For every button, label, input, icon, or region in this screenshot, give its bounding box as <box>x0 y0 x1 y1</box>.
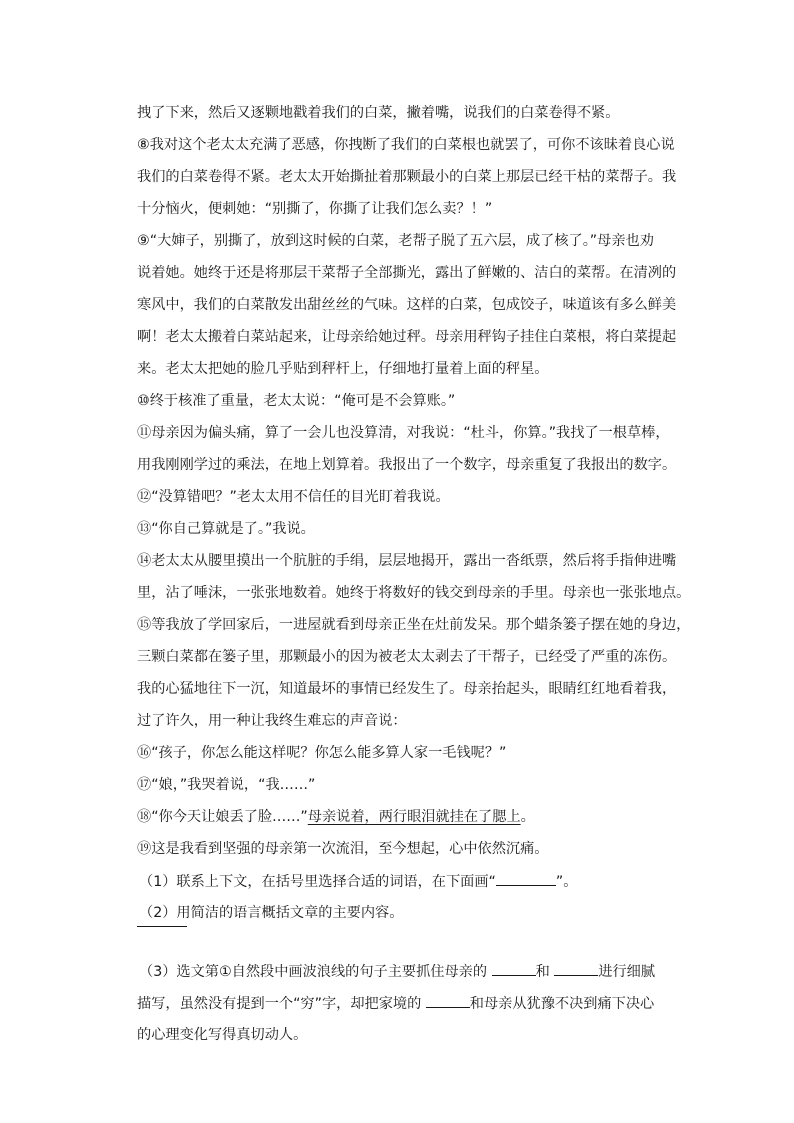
paragraph-18-end: 。 <box>520 809 535 825</box>
paragraph-14-line-1: ⑭老太太从腰里摸出一个肮脏的手绢，层层地揭开，露出一沓纸票，然后将手指伸进嘴 <box>137 553 677 569</box>
paragraph-15-line-4: 过了许久，用一种让我终生难忘的声音说： <box>137 713 407 729</box>
paragraph-16: ⑯“孩子，你怎么能这样呢？你怎么能多算人家一毛钱呢？” <box>137 745 507 761</box>
paragraph-11-line-1: ⑪母亲因为偏头痛，算了一会儿也没算清，对我说：“杜斗，你算。”我找了一根草棒， <box>137 425 670 441</box>
question-2: （2）用简洁的语言概括文章的主要内容。 <box>139 905 404 921</box>
question-3-line-1 <box>139 961 655 982</box>
paragraph-12: ⑫“没算错吧？”老太太用不信任的目光盯着我说。 <box>137 489 450 505</box>
question-3-text-e: 和母亲从犹豫不决到痛下决心 <box>469 996 655 1012</box>
question-3-text-a: （3）选文第①自然段中画波浪线的句子主要抓住母亲的 <box>139 964 492 980</box>
paragraph-18-quote: ⑱“你今天让娘丢了脸……” <box>137 809 308 825</box>
paragraph-8-line-2: 我们的白菜卷得不紧。老太太开始撕扯着那颗最小的白菜上那层已经干枯的菜帮子。我 <box>137 169 677 185</box>
question-2-answer-blank[interactable] <box>137 926 187 927</box>
question-1-text: （1）联系上下文，在括号里选择合适的词语，在下面画“ <box>139 874 496 890</box>
answer-blank[interactable] <box>496 871 556 886</box>
paragraph-8-line-3: 十分恼火，便刺她：“别撕了，你撕了让我们怎么卖？！” <box>137 201 493 217</box>
paragraph-18 <box>137 807 535 827</box>
paragraph-9-line-3: 寒风中，我们的白菜散发出甜丝丝的气味。这样的白菜，包成饺子，味道该有多么鲜美 <box>137 297 677 313</box>
paragraph-9-line-1: ⑨“大婶子，别撕了，放到这时候的白菜，老帮子脱了五六层，成了核了。”母亲也劝 <box>137 233 654 249</box>
paragraph-7-tail: 拽了下来，然后又逐颗地戳着我们的白菜，撇着嘴，说我们的白菜卷得不紧。 <box>137 105 620 121</box>
paragraph-15-line-1: ⑮等我放了学回家后，一进屋就看到母亲正坐在灶前发呆。那个蜡条篓子摆在她的身边， <box>137 617 691 633</box>
question-3-text-b: 和 <box>535 964 555 980</box>
answer-blank[interactable] <box>426 993 470 1008</box>
paragraph-19: ⑲这是我看到坚强的母亲第一次流泪，至今想起，心中依然沉痛。 <box>137 841 549 857</box>
question-3-line-3: 的心理变化写得真切动人。 <box>137 1027 308 1043</box>
paragraph-10: ⑩终于核准了重量，老太太说：“俺可是不会算账。” <box>137 393 456 409</box>
paragraph-9-line-2: 说着她。她终于还是将那层干菜帮子全部撕光，露出了鲜嫩的、洁白的菜帮。在清冽的 <box>137 265 677 281</box>
paragraph-17: ⑰“娘，”我哭着说，“我……” <box>137 777 316 793</box>
answer-blank[interactable] <box>554 961 598 976</box>
paragraph-9-line-4: 啊！老太太搬着白菜站起来，让母亲给她过秤。母亲用秤钩子挂住白菜根，将白菜提起 <box>137 329 677 345</box>
paragraph-15-line-2: 三颗白菜都在篓子里，那颗最小的因为被老太太剥去了干帮子，已经受了严重的冻伤。 <box>137 649 677 665</box>
paragraph-13: ⑬“你自己算就是了。”我说。 <box>137 521 315 537</box>
paragraph-14-line-2: 里，沾了唾沫，一张张地数着。她终于将数好的钱交到母亲的手里。母亲也一张张地点。 <box>137 585 691 601</box>
answer-blank[interactable] <box>492 961 536 976</box>
paragraph-15-line-3: 我的心猛地往下一沉，知道最坏的事情已经发生了。母亲抬起头，眼睛红红地看着我， <box>137 681 677 697</box>
question-1-end: ”。 <box>555 874 578 890</box>
paragraph-9-line-5: 来。老太太把她的脸几乎贴到秤杆上，仔细地打量着上面的秤星。 <box>137 361 549 377</box>
underlined-sentence: 母亲说着，两行眼泪就挂在了腮上 <box>307 809 521 825</box>
paragraph-11-line-2: 用我刚刚学过的乘法，在地上划算着。我报出了一个数字，母亲重复了我报出的数字。 <box>137 457 677 473</box>
question-3-line-2 <box>137 993 654 1014</box>
question-3-text-c: 进行细腻 <box>598 964 656 980</box>
paragraph-8-line-1: ⑧我对这个老太太充满了恶感，你拽断了我们的白菜根也就罢了，可你不该昧着良心说 <box>137 137 675 153</box>
question-3-text-d: 描写，虽然没有提到一个“穷”字，却把家境的 <box>137 996 426 1012</box>
question-1 <box>139 871 577 892</box>
